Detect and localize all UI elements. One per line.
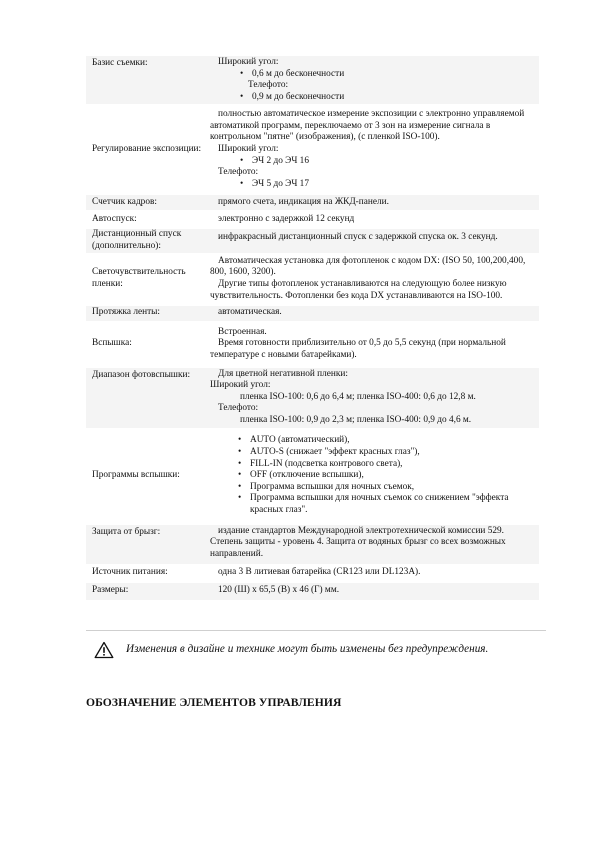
spec-label: Программы вспышки:: [86, 428, 204, 524]
spec-row-film-advance: [86, 305, 539, 321]
spec-row-film-speed: [86, 253, 539, 305]
change-notice: [86, 630, 546, 670]
flash-type: Встроенная.: [218, 326, 267, 337]
section-heading: ОБОЗНАЧЕНИЕ ЭЛЕМЕНТОВ УПРАВЛЕНИЯ: [86, 696, 342, 709]
spec-label: Размеры:: [86, 582, 204, 600]
spec-label: Вспышка:: [86, 321, 204, 367]
film-speed-dx: Автоматическая установка для фотопленок с кодом DX: (ISO 50, 100,200,400, 800, 1600, 3200).: [210, 255, 526, 278]
spec-row-exposure: [86, 105, 539, 195]
spec-label: Протяжка ленты:: [86, 305, 204, 321]
wide-angle-label: Широкий угол:: [210, 380, 271, 391]
wide-angle-value: пленка ISO-100: 0,6 до 6,4 м; пленка ISO-400: 0,6 до 12,8 м.: [240, 391, 476, 402]
telephoto-label: Телефото:: [218, 403, 259, 414]
spec-value: [204, 56, 539, 105]
spec-value: [204, 321, 539, 367]
spec-label: Источник питания:: [86, 564, 204, 582]
spec-value: прямого счета, индикация на ЖКД-панели.: [218, 197, 389, 208]
spec-row-focus-range: [86, 56, 539, 105]
spec-row-dimensions: [86, 582, 539, 600]
spec-row-remote-release: [86, 229, 539, 253]
specifications-table: [86, 56, 539, 600]
spec-label: Дистанционный спуск (дополнительно):: [86, 229, 204, 253]
spec-row-splash-protection: [86, 524, 539, 564]
flash-program-item: • OFF (отключение вспышки),: [238, 470, 537, 482]
exposure-description: полностью автоматическое измерение экспозиции с электронно управляемой автоматикой программ, переключаемо от 3 зон на измерение сигнала в контрольном "пятне" (изображения), (с пленкой ISO-100).: [210, 109, 525, 143]
spec-label: Автоспуск:: [86, 211, 204, 229]
flash-recycle-time: Время готовности приблизительно от 0,5 до 5,5 секунд (при нормальной температуре с новыми батарейками).: [210, 338, 506, 360]
spec-value: инфракрасный дистанционный спуск с задержкой спуска ок. 3 секунд.: [218, 232, 498, 243]
spec-value: [204, 105, 539, 195]
spec-row-flash-range: [86, 367, 539, 428]
spec-value: издание стандартов Международной электротехнической комиссии 529. Степень защиты - уровень 4. Защита от водяных брызг со всех возможных направлений.: [210, 525, 506, 559]
telephoto-value: • 0,9 м до бесконечности: [240, 92, 537, 104]
flash-program-item: • FILL-IN (подсветка контрового света),: [238, 459, 537, 471]
wide-angle-value: • ЭЧ 2 до ЭЧ 16: [240, 156, 537, 168]
spec-label: Защита от брызг:: [86, 524, 204, 564]
telephoto-value: • ЭЧ 5 до ЭЧ 17: [240, 179, 537, 191]
film-speed-other: Другие типы фотопленок устанавливаются на следующую более низкую чувствительность. Фотопленки без кода DX устанавливаются на ISO-100.: [210, 279, 507, 301]
wide-angle-label: Широкий угол:: [218, 57, 279, 67]
telephoto-label: Телефото:: [218, 167, 259, 178]
spec-label: Светочувствительность пленки:: [86, 253, 204, 305]
spec-label: Базис съемки:: [86, 56, 204, 105]
spec-label: Диапазон фотовспышки:: [86, 367, 204, 428]
spec-label: Регулирование экспозиции:: [86, 105, 204, 195]
notice-text: Изменения в дизайне и технике могут быть изменены без предупреждения.: [126, 643, 489, 655]
spec-row-frame-counter: [86, 195, 539, 211]
spec-value: [204, 367, 539, 428]
spec-row-power-source: [86, 564, 539, 582]
telephoto-label: Телефото:: [248, 80, 289, 91]
spec-row-flash: [86, 321, 539, 367]
flash-range-intro: Для цветной негативной пленки:: [218, 368, 348, 379]
wide-angle-label: Широкий угол:: [218, 144, 279, 155]
spec-row-flash-programs: [86, 428, 539, 524]
warning-triangle-icon: [94, 641, 114, 659]
spec-label: Счетчик кадров:: [86, 195, 204, 211]
wide-angle-value: • 0,6 м до бесконечности: [240, 69, 537, 81]
spec-value: электронно с задержкой 12 секунд: [218, 214, 355, 225]
telephoto-value: пленка ISO-100: 0,9 до 2,3 м; пленка ISO-400: 0,9 до 4,6 м.: [240, 414, 472, 425]
flash-program-item: • AUTO (автоматический),: [238, 435, 537, 447]
spec-row-self-timer: [86, 211, 539, 229]
spec-value: одна 3 В литиевая батарейка (CR123 или DL123A).: [218, 567, 421, 578]
spec-value: автоматическая.: [218, 307, 282, 318]
spec-value: 120 (Ш) х 65,5 (В) х 46 (Г) мм.: [218, 585, 340, 596]
spec-value: [204, 253, 539, 305]
flash-program-item: • AUTO-S (снижает "эффект красных глаз"),: [238, 447, 537, 459]
flash-program-item: • Программа вспышки для ночных съемок со снижением "эффекта красных глаз".: [238, 493, 537, 516]
spec-value: [204, 428, 539, 524]
flash-program-item: • Программа вспышки для ночных съемок,: [238, 482, 537, 494]
